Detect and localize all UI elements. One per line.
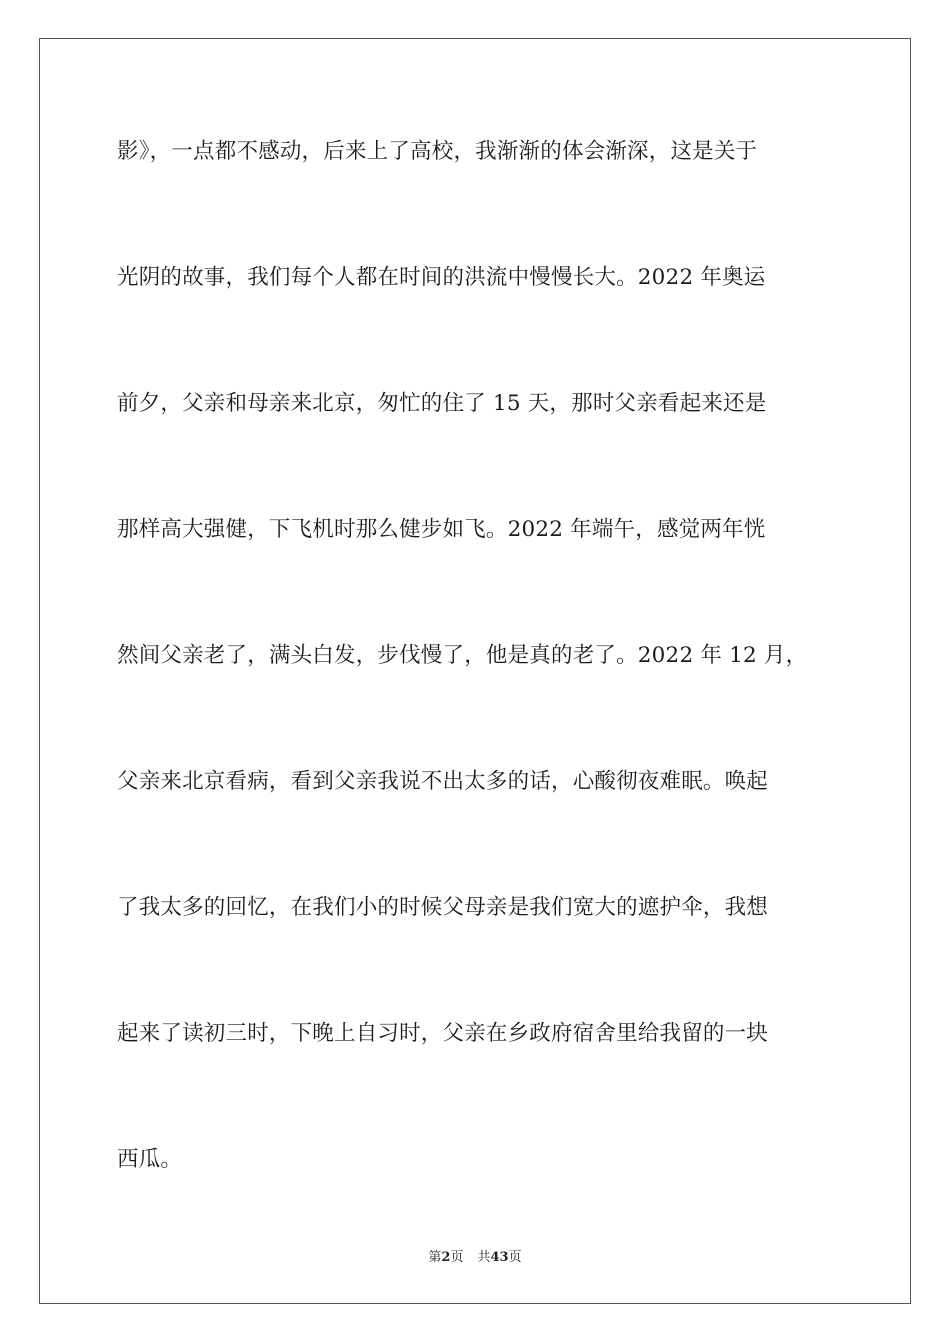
text-line: 父亲来北京看病，看到父亲我说不出太多的话，心酸彻夜难眠。唤起 bbox=[117, 769, 769, 794]
text-line: 前夕，父亲和母亲来北京，匆忙的住了 15 天，那时父亲看起来还是 bbox=[117, 391, 767, 416]
page-number: 2 bbox=[441, 1250, 451, 1265]
text-line: 了我太多的回忆，在我们小的时候父母亲是我们宽大的遮护伞，我想 bbox=[117, 895, 769, 920]
page-label-prefix: 第 bbox=[428, 1250, 442, 1265]
text-line: 那样高大强健，下飞机时那么健步如飞。2022 年端午，感觉两年恍 bbox=[117, 517, 766, 542]
text-line: 光阴的故事，我们每个人都在时间的洪流中慢慢长大。2022 年奥运 bbox=[117, 265, 766, 290]
text-line: 西瓜。 bbox=[117, 1147, 183, 1172]
body-text bbox=[117, 126, 837, 1260]
text-line: 起来了读初三时，下晚上自习时，父亲在乡政府宿舍里给我留的一块 bbox=[117, 1021, 769, 1046]
text-line: 然间父亲老了，满头白发，步伐慢了，他是真的老了。2022 年 12 月， bbox=[117, 643, 808, 668]
total-pages: 43 bbox=[490, 1250, 509, 1265]
total-label-suffix: 页 bbox=[508, 1250, 522, 1265]
total-label-prefix: 共 bbox=[477, 1250, 491, 1265]
page-footer bbox=[0, 1246, 950, 1265]
page-label-suffix: 页 bbox=[450, 1250, 464, 1265]
text-line: 影》，一点都不感动，后来上了高校，我渐渐的体会渐深，这是关于 bbox=[117, 139, 758, 164]
